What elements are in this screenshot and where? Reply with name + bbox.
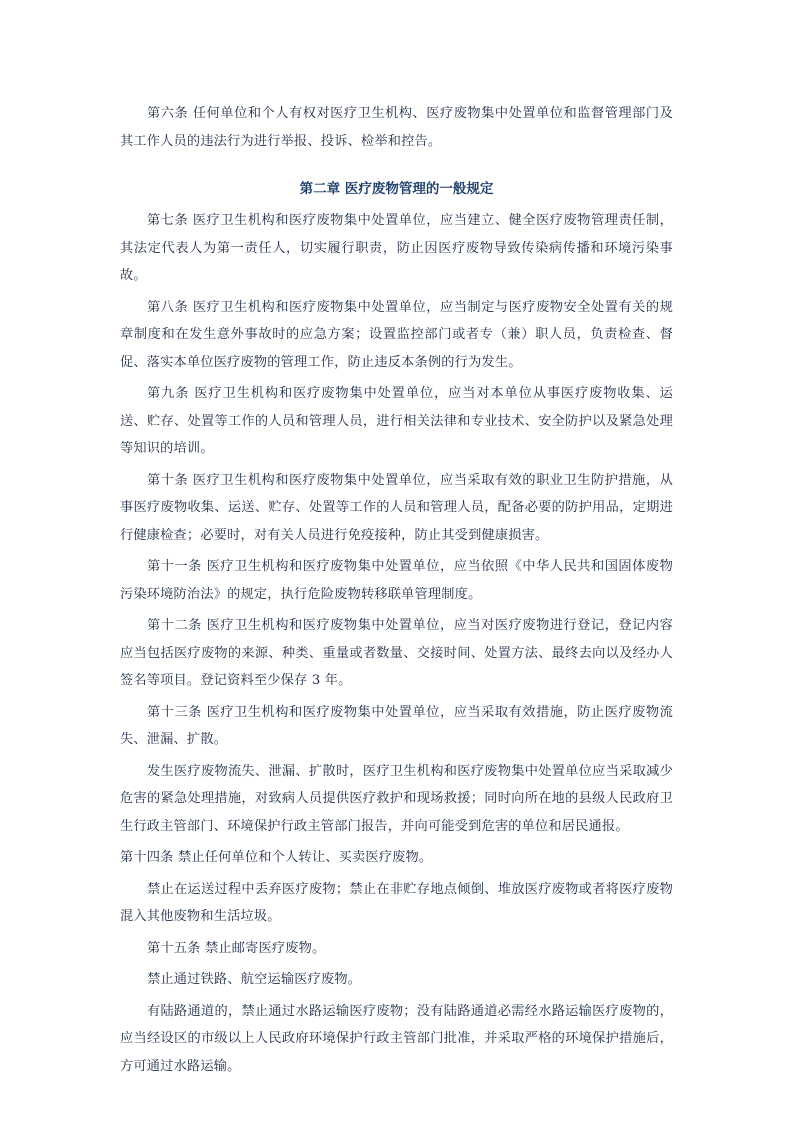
article-15-para-2: 禁止通过铁路、航空运输医疗废物。 xyxy=(147,972,362,987)
chapter-title: 第二章 医疗废物管理的一般规定 xyxy=(299,181,494,197)
article-13: 第十三条 医疗卫生机构和医疗废物集中处置单位，应当采取有效措施，防止医疗废物流失、泄漏、扩散。 xyxy=(120,704,673,747)
article-11: 第十一条 医疗卫生机构和医疗废物集中处置单位，应当依照《中华人民共和国固体废物污染环境防治法》的规定，执行危险废物转移联单管理制度。 xyxy=(120,559,673,602)
article-14: 第十四条 禁止任何单位和个人转让、买卖医疗废物。 xyxy=(120,850,433,865)
article-14-para-2: 禁止在运送过程中丢弃医疗废物；禁止在非贮存地点倾倒、堆放医疗废物或者将医疗废物混入其他废物和生活垃圾。 xyxy=(120,881,673,924)
article-15-para-3: 有陆路通道的，禁止通过水路运输医疗废物；没有陆路通道必需经水路运输医疗废物的，应当经设区的市级以上人民政府环境保护行政主管部门批准，并采取严格的环境保护措施后，方可通过水路运输。 xyxy=(120,1003,673,1074)
article-6: 第六条 任何单位和个人有权对医疗卫生机构、医疗废物集中处置单位和监督管理部门及其工作人员的违法行为进行举报、投诉、检举和控告。 xyxy=(120,106,673,149)
article-12: 第十二条 医疗卫生机构和医疗废物集中处置单位，应当对医疗废物进行登记，登记内容应当包括医疗废物的来源、种类、重量或者数量、交接时间、处置方法、最终去向以及经办人签名等项目。登记资料至少保存 3 年。 xyxy=(120,618,673,688)
article-8: 第八条 医疗卫生机构和医疗废物集中处置单位，应当制定与医疗废物安全处置有关的规章制度和在发生意外事故时的应急方案；设置监控部门或者专（兼）职人员，负责检查、督促、落实本单位医疗废物的管理工作，防止违反本条例的行为发生。 xyxy=(120,299,673,370)
article-10: 第十条 医疗卫生机构和医疗废物集中处置单位，应当采取有效的职业卫生防护措施，从事医疗废物收集、运送、贮存、处置等工作的人员和管理人员，配备必要的防护用品，定期进行健康检查；必要时，对有关人员进行免疫接种，防止其受到健康损害。 xyxy=(120,472,673,543)
article-13-para-2: 发生医疗废物流失、泄漏、扩散时，医疗卫生机构和医疗废物集中处置单位应当采取减少危害的紧急处理措施，对致病人员提供医疗救护和现场救援；同时向所在地的县级人民政府卫生行政主管部门、环境保护行政主管部门报告，并向可能受到危害的单位和居民通报。 xyxy=(120,763,673,834)
article-7: 第七条 医疗卫生机构和医疗废物集中处置单位，应当建立、健全医疗废物管理责任制，其法定代表人为第一责任人，切实履行职责，防止因医疗废物导致传染病传播和环境污染事故。 xyxy=(120,213,673,283)
article-15: 第十五条 禁止邮寄医疗废物。 xyxy=(147,940,326,956)
document-page xyxy=(120,100,673,1084)
article-9: 第九条 医疗卫生机构和医疗废物集中处置单位，应当对本单位从事医疗废物收集、运送、贮存、处置等工作的人员和管理人员，进行相关法律和专业技术、安全防护以及紧急处理等知识的培训。 xyxy=(120,386,673,456)
